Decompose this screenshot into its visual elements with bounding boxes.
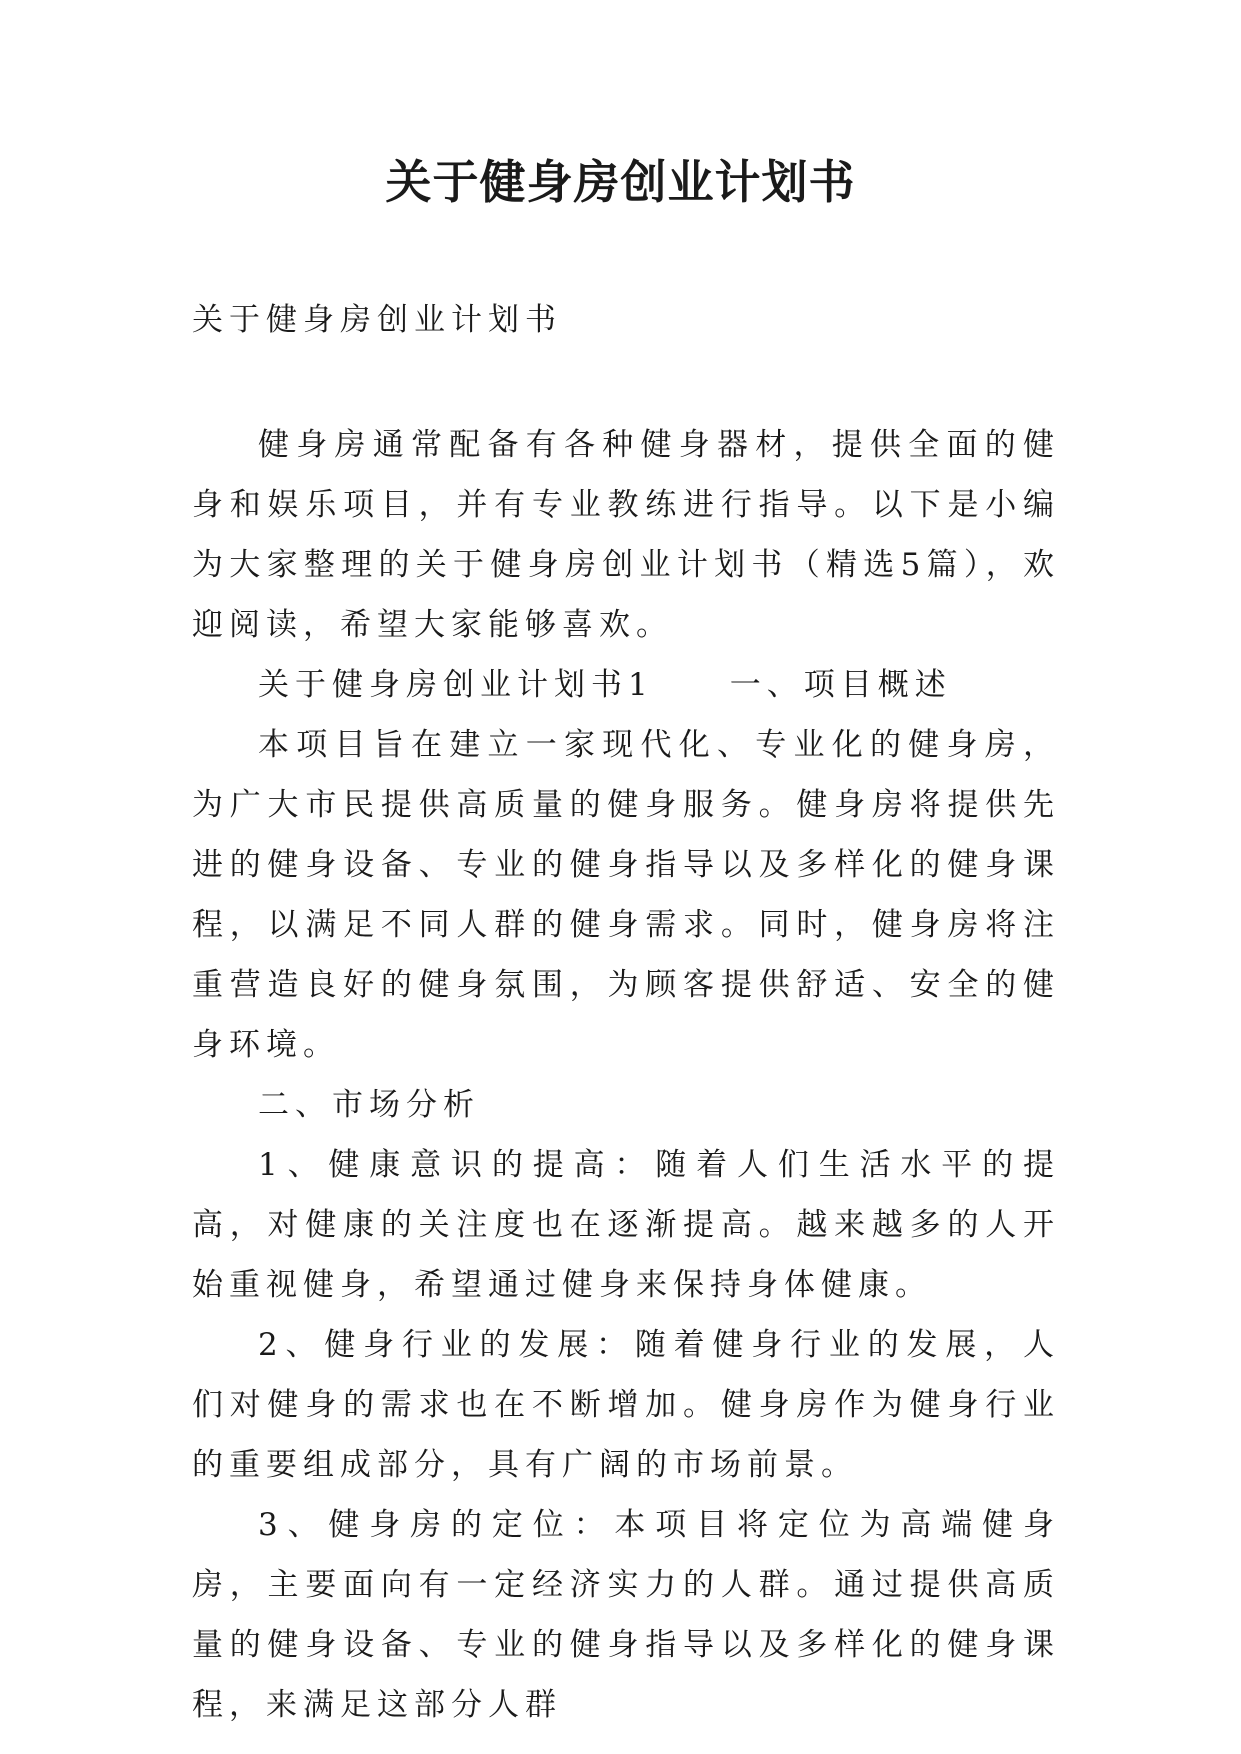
market-point-3: 3、健身房的定位：本项目将定位为高端健身房，主要面向有一定经济实力的人群。通过提供高质量的健身设备、专业的健身指导以及多样化的健身课程，来满足这部分人群 xyxy=(192,1507,1060,1723)
section-1-heading: 关于健身房创业计划书1 xyxy=(258,667,654,703)
intro-paragraph: 健身房通常配备有各种健身器材，提供全面的健身和娱乐项目，并有专业教练进行指导。以下是小编为大家整理的关于健身房创业计划书（精选5篇），欢迎阅读，希望大家能够喜欢。 xyxy=(192,427,1060,643)
document-subtitle: 关于健身房创业计划书 xyxy=(192,302,562,338)
market-heading: 二、市场分析 xyxy=(258,1087,480,1123)
market-point-1: 1、健康意识的提高：随着人们生活水平的提高，对健康的关注度也在逐渐提高。越来越多的人开始重视健身，希望通过健身来保持身体健康。 xyxy=(192,1147,1060,1303)
document-body xyxy=(192,290,1060,1735)
overview-heading: 一、项目概述 xyxy=(729,667,952,703)
section-1-line xyxy=(192,655,1060,715)
document-title: 关于健身房创业计划书 xyxy=(385,155,856,209)
overview-paragraph: 本项目旨在建立一家现代化、专业化的健身房，为广大市民提供高质量的健身服务。健身房将提供先进的健身设备、专业的健身指导以及多样化的健身课程，以满足不同人群的健身需求。同时，健身房将注重营造良好的健身氛围，为顾客提供舒适、安全的健身环境。 xyxy=(192,727,1060,1063)
market-point-2: 2、健身行业的发展：随着健身行业的发展，人们对健身的需求也在不断增加。健身房作为健身行业的重要组成部分，具有广阔的市场前景。 xyxy=(192,1327,1060,1483)
